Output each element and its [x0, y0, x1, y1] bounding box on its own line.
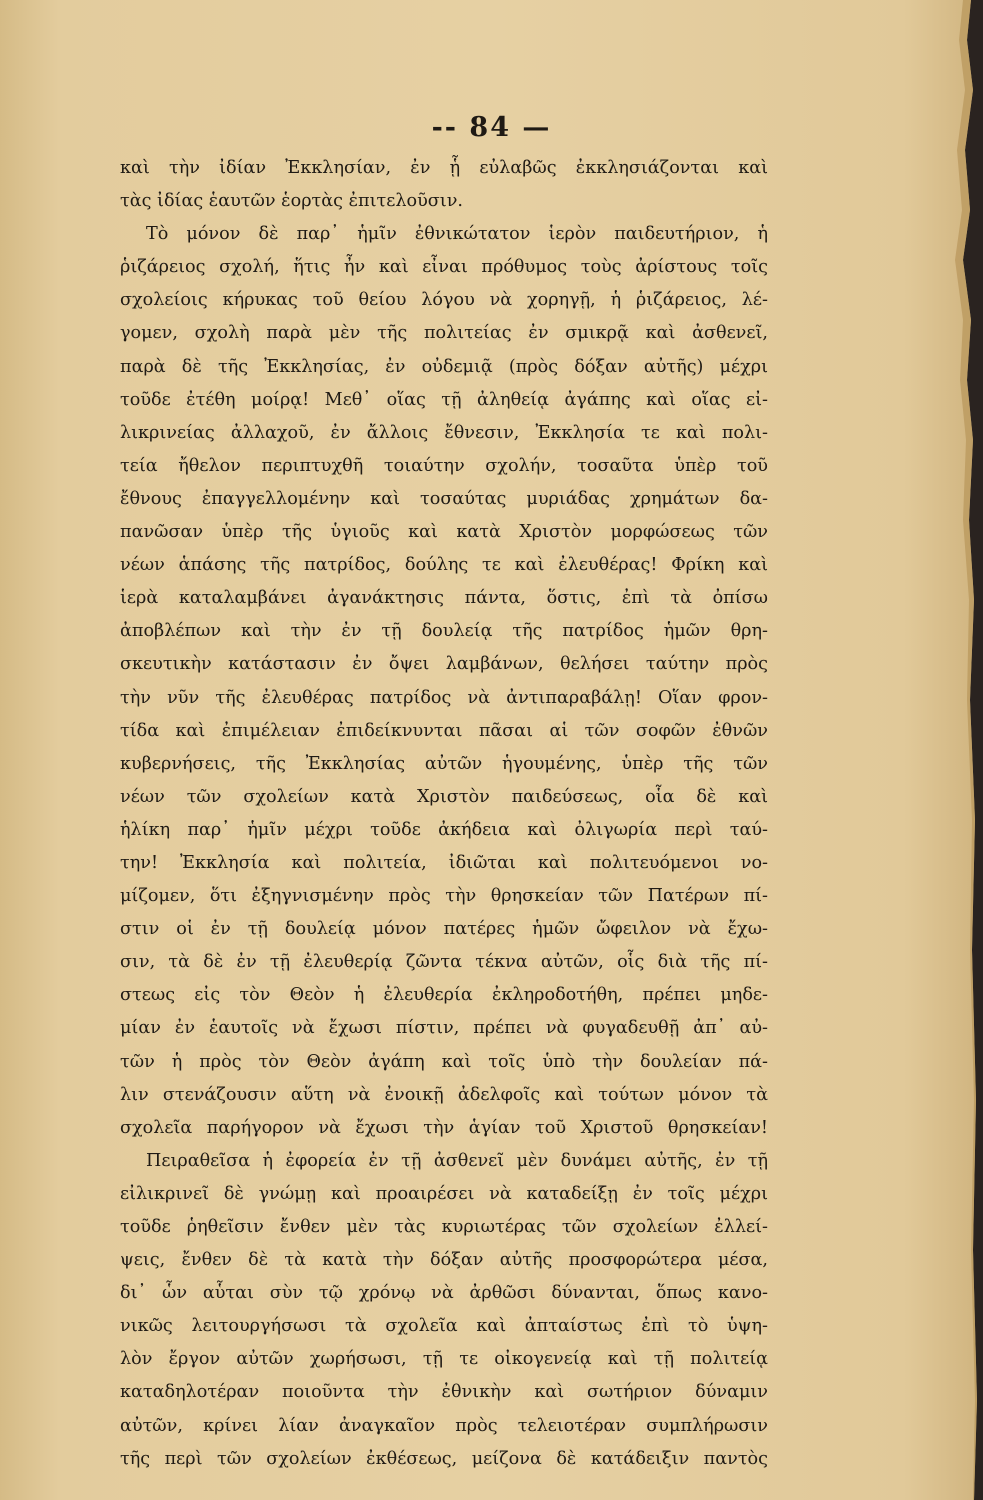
text-line: τῆς περὶ τῶν σχολείων ἐκθέσεως, μείζονα δὲ κατάδειξιν παντὸς [120, 1448, 768, 1469]
text-line: παρὰ δὲ τῆς Ἐκκλησίας, ἐν οὐδεμιᾷ (πρὸς δόξαν αὐτῆς) μέχρι [120, 356, 768, 377]
text-line: σχολείοις κήρυκας τοῦ θείου λόγου νὰ χορηγῇ, ἡ ῥιζάρειος, λέ- [120, 290, 768, 311]
text-line: νέων τῶν σχολείων κατὰ Χριστὸν παιδεύσεως, οἷα δὲ καὶ [120, 786, 768, 807]
text-line: λὸν ἔργον αὐτῶν χωρήσωσι, τῇ τε οἰκογενείᾳ καὶ τῇ πολιτείᾳ [120, 1349, 768, 1370]
text-line: ἀποβλέπων καὶ τὴν ἐν τῇ δουλείᾳ τῆς πατρίδος ἡμῶν θρη- [120, 621, 768, 642]
text-line: σιν, τὰ δὲ ἐν τῇ ἐλευθερίᾳ ζῶντα τέκνα αὐτῶν, οἷς διὰ τῆς πί- [120, 952, 768, 973]
text-line: τίδα καὶ ἐπιμέλειαν ἐπιδείκνυνται πᾶσαι αἱ τῶν σοφῶν ἐθνῶν [120, 720, 768, 741]
text-line: πανῶσαν ὑπὲρ τῆς ὑγιοῦς καὶ κατὰ Χριστὸν μορφώσεως τῶν [120, 522, 768, 543]
text-line: γομεν, σχολὴ παρὰ μὲν τῆς πολιτείας ἐν σμικρᾷ καὶ ἀσθενεῖ, [120, 323, 768, 344]
text-line: δι᾽ ὧν αὗται σὺν τῷ χρόνῳ νὰ ἀρθῶσι δύνανται, ὅπως κανο- [120, 1283, 768, 1304]
text-line: τῶν ἡ πρὸς τὸν Θεὸν ἀγάπη καὶ τοῖς ὑπὸ τὴν δουλείαν πά- [120, 1051, 768, 1072]
text-line: την! Ἐκκλησία καὶ πολιτεία, ἰδιῶται καὶ πολιτευόμενοι νο- [120, 852, 768, 873]
text-line: αὐτῶν, κρίνει λίαν ἀναγκαῖον πρὸς τελειοτέραν συμπλήρωσιν [120, 1415, 768, 1436]
text-line: λιν στενάζουσιν αὕτη νὰ ἐνοικῇ ἀδελφοῖς καὶ τούτων μόνον τὰ [120, 1084, 768, 1105]
text-line: τὰς ἰδίας ἑαυτῶν ἑορτὰς ἐπιτελοῦσιν. [120, 191, 463, 212]
text-line: σκευτικὴν κατάστασιν ἐν ὄψει λαμβάνων, θελήσει ταύτην πρὸς [120, 654, 768, 675]
text-line: σχολεῖα παρήγορον νὰ ἔχωσι τὴν ἁγίαν τοῦ Χριστοῦ θρησκείαν! [120, 1117, 768, 1138]
torn-page-edge [943, 0, 983, 1500]
text-line: τὴν νῦν τῆς ἐλευθέρας πατρίδος νὰ ἀντιπαραβάλῃ! Οἵαν φρον- [120, 687, 768, 708]
text-line: ῥιζάρειος σχολή, ἥτις ἦν καὶ εἶναι πρόθυμος τοὺς ἀρίστους τοῖς [120, 257, 768, 278]
text-line: καταδηλοτέραν ποιοῦντα τὴν ἐθνικὴν καὶ σωτήριον δύναμιν [120, 1382, 768, 1403]
text-line: νικῶς λειτουργήσωσι τὰ σχολεῖα καὶ ἀπταίστως ἐπὶ τὸ ὑψη- [120, 1316, 768, 1337]
text-line: εἰλικρινεῖ δὲ γνώμῃ καὶ προαιρέσει νὰ καταδείξῃ ἐν τοῖς μέχρι [120, 1183, 768, 1204]
text-line: ἱερὰ καταλαμβάνει ἀγανάκτησις πάντα, ὅστις, ἐπὶ τὰ ὀπίσω [120, 588, 768, 609]
text-line: μίαν ἐν ἑαυτοῖς νὰ ἔχωσι πίστιν, πρέπει νὰ φυγαδευθῇ ἀπ᾽ αὐ- [120, 1018, 768, 1039]
text-line: ἡλίκη παρ᾽ ἡμῖν μέχρι τοῦδε ἀκήδεια καὶ ὀλιγωρία περὶ ταύ- [120, 819, 768, 840]
text-line: στιν οἱ ἐν τῇ δουλείᾳ μόνον πατέρες ἡμῶν ὤφειλον νὰ ἔχω- [120, 919, 768, 940]
page-number: -- 84 — [431, 112, 552, 143]
text-line: τοῦδε ἐτέθη μοίρᾳ! Μεθ᾽ οἵας τῇ ἀληθείᾳ ἀγάπης καὶ οἵας εἰ- [120, 389, 768, 410]
text-line: νέων ἁπάσης τῆς πατρίδος, δούλης τε καὶ ἐλευθέρας! Φρίκη καὶ [120, 555, 768, 576]
text-line: κυβερνήσεις, τῆς Ἐκκλησίας αὐτῶν ἡγουμένης, ὑπὲρ τῆς τῶν [120, 753, 768, 774]
text-line: τοῦδε ῥηθεῖσιν ἔνθεν μὲν τὰς κυριωτέρας τῶν σχολείων ἐλλεί- [120, 1217, 768, 1237]
body-text [120, 152, 768, 1476]
text-line: καὶ τὴν ἰδίαν Ἐκκλησίαν, ἐν ᾗ εὐλαβῶς ἐκκλησιάζονται καὶ [120, 158, 768, 178]
text-line: Τὸ μόνον δὲ παρ᾽ ἡμῖν ἐθνικώτατον ἱερὸν παιδευτήριον, ἡ [146, 224, 768, 245]
text-line: τεία ἤθελον περιπτυχθῆ τοιαύτην σχολήν, τοσαῦτα ὑπὲρ τοῦ [120, 455, 768, 476]
text-line: Πειραθεῖσα ἡ ἐφορεία ἐν τῇ ἀσθενεῖ μὲν δυνάμει αὐτῆς, ἐν τῇ [146, 1150, 768, 1171]
text-line: στεως εἰς τὸν Θεὸν ἡ ἐλευθερία ἐκληροδοτήθη, πρέπει μηδε- [120, 985, 768, 1006]
text-line: ἔθνους ἐπαγγελλομένην καὶ τοσαύτας μυριάδας χρημάτων δα- [120, 488, 768, 509]
text-line: ψεις, ἔνθεν δὲ τὰ κατὰ τὴν δόξαν αὐτῆς προσφορώτερα μέσα, [120, 1250, 768, 1271]
text-line: λικρινείας ἀλλαχοῦ, ἐν ἄλλοις ἔθνεσιν, Ἐκκλησία τε καὶ πολι- [120, 422, 768, 443]
text-line: μίζομεν, ὅτι ἐξηγνισμένην πρὸς τὴν θρησκείαν τῶν Πατέρων πί- [120, 886, 768, 907]
